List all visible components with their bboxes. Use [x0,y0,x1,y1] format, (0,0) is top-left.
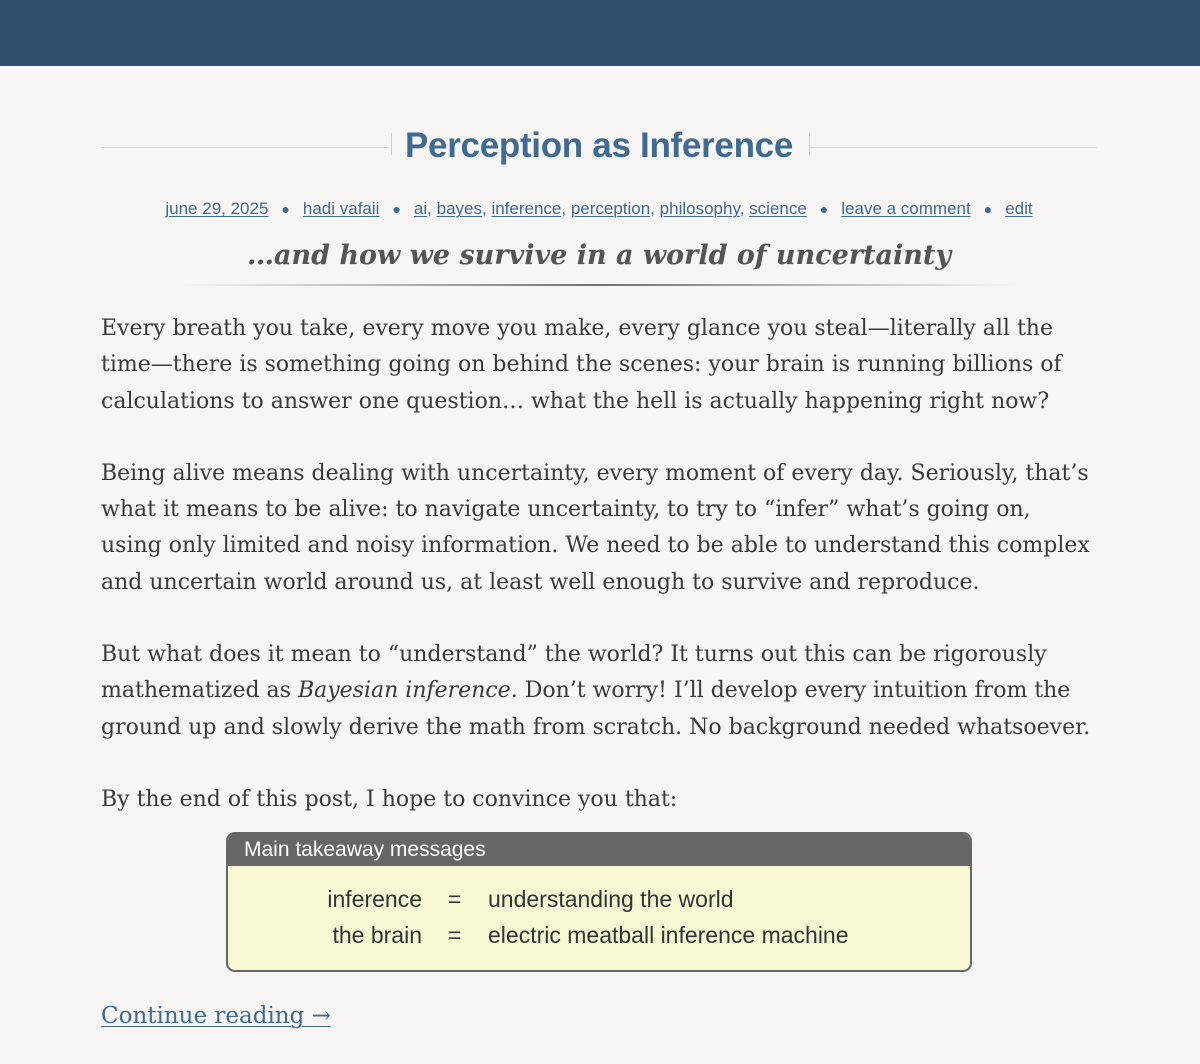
tag-link-perception[interactable]: perception [570,199,651,218]
takeaway-rhs: understanding the world [488,886,734,912]
edit-link[interactable]: edit [1005,199,1033,218]
takeaway-header: Main takeaway messages [228,834,970,866]
continue-reading-link[interactable]: Continue reading → [101,1003,331,1029]
post-tags: ai, bayes, inference, perception, philosophy, science [413,199,807,218]
leave-comment-link[interactable]: leave a comment [841,199,971,218]
meta-separator-dot: ● [819,201,829,217]
meta-separator-dot: ● [983,201,993,217]
takeaway-rhs: electric meatball inference machine [488,922,849,948]
tag-link-science[interactable]: science [749,199,807,218]
paragraph-1: Every breath you take, every move you make, every glance you steal—literally all the time—there is something going on behind the scenes: your brain is running billions of calculations to answer one question… what the hell is actually happening right now? [101,316,1062,414]
takeaway-lhs: the brain [332,922,422,948]
paragraph-2: Being alive means dealing with uncertainty, every moment of every day. Seriously, that’s what it means to be alive: to navigate uncertainty, to try to “infer” what’s going on, using only limited and noisy information. We need to be able to understand this complex and uncertain world around us, at least well enough to survive and reproduce. [101,460,1090,595]
paragraph-3-text-end: . Don’t worry! I’ll develop every intuition from the ground up and slowly derive the math from scratch. No background needed whatsoever. [101,678,1091,740]
paragraph-4: By the end of this post, I hope to convince you that: [101,786,678,812]
bayesian-inference-emphasis: Bayesian inference [297,678,511,704]
takeaway-equals: = [448,886,462,912]
meta-separator-dot: ● [392,201,401,217]
paragraph-3 [101,637,1097,746]
takeaway-box [226,832,972,972]
post-subtitle: …and how we survive in a world of uncertainty [246,240,952,271]
tag-link-inference[interactable]: inference [491,199,562,218]
tag-link-philosophy[interactable]: philosophy [659,199,740,218]
meta-separator-dot: ● [281,201,290,217]
post-author-link[interactable]: hadi vafaii [302,199,380,218]
post-body [101,311,1097,854]
paragraph-3-text-start: But what does it mean to “understand” the world? It turns out this can be rigorously mathematized as [101,642,1047,704]
post-meta [101,199,1097,219]
post-date-link[interactable]: june 29, 2025 [165,199,269,218]
post-title[interactable]: Perception as Inference [405,126,793,165]
top-header-bar [0,0,1200,66]
tag-link-ai[interactable]: ai [413,199,428,218]
tag-link-bayes[interactable]: bayes [436,199,482,218]
subtitle-divider [181,284,1017,286]
takeaway-equals: = [448,922,462,948]
takeaway-lhs: inference [327,886,422,912]
